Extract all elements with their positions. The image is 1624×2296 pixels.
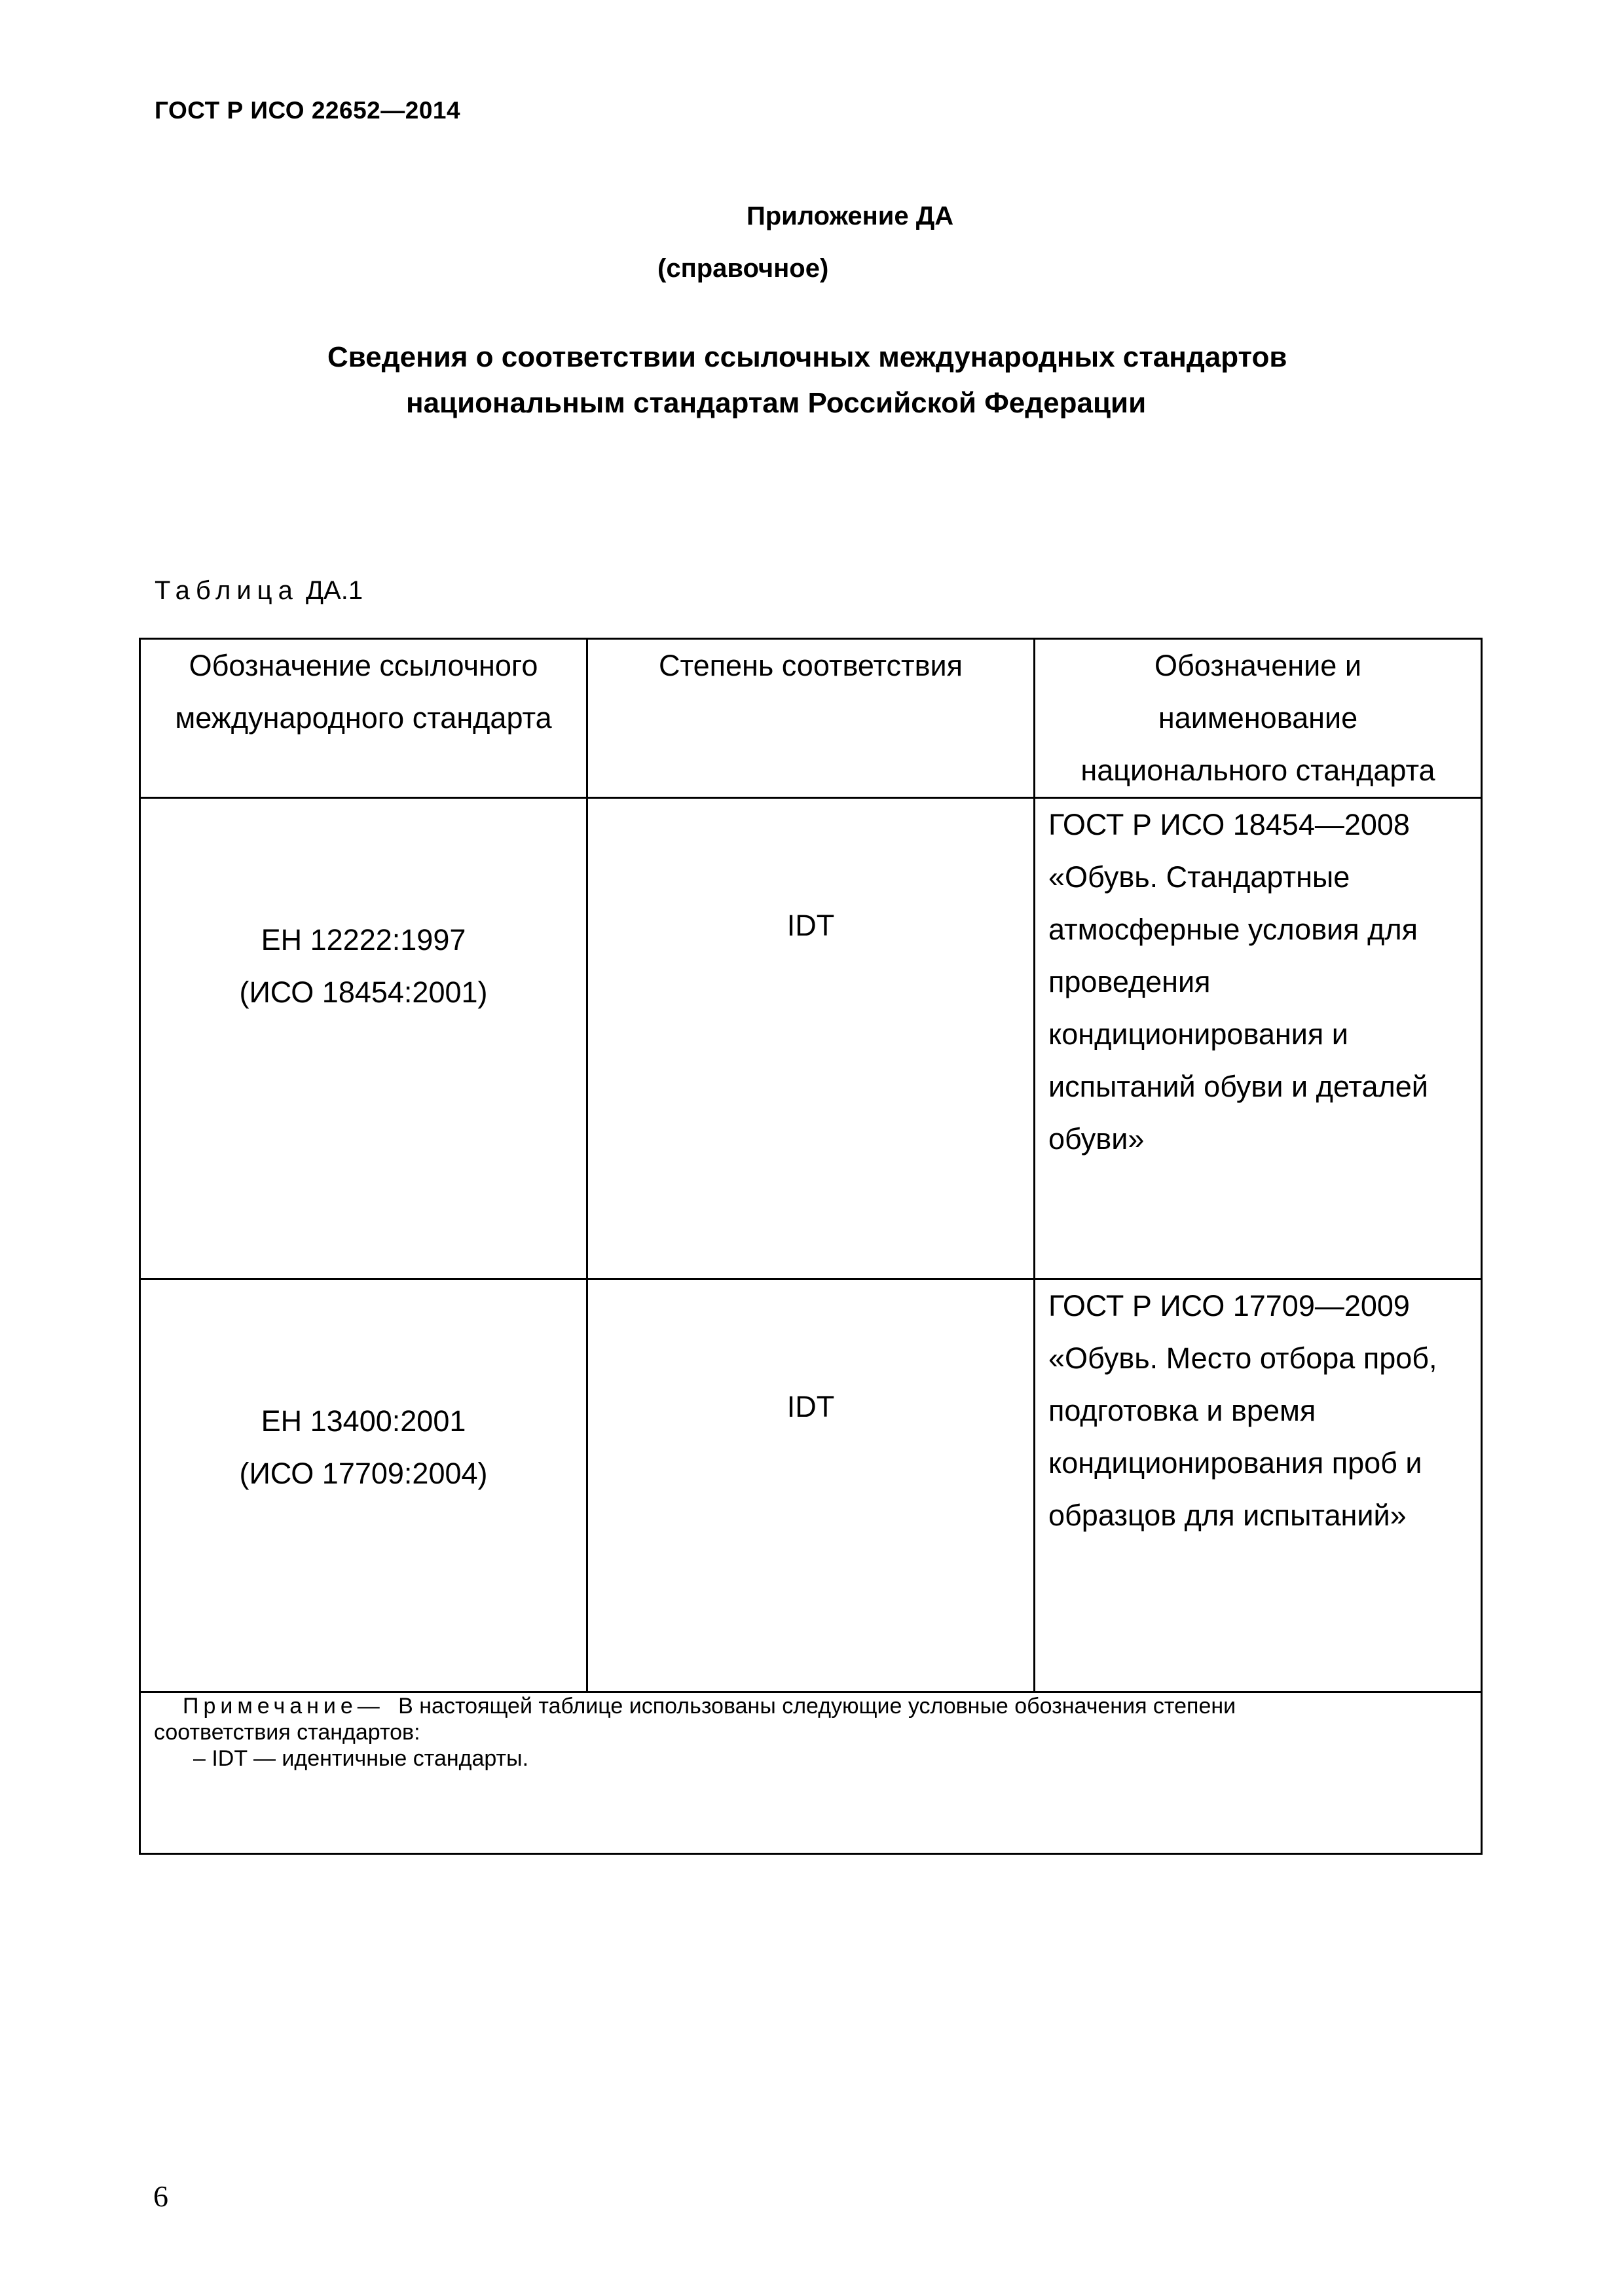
national-standard-cell (1035, 1279, 1482, 1692)
national-line: образцов для испытаний» (1048, 1499, 1407, 1532)
note-dash: — (357, 1694, 380, 1719)
national-line: кондиционирования проб и (1048, 1446, 1422, 1480)
national-line: «Обувь. Стандартные (1048, 860, 1350, 894)
page-number: 6 (153, 2179, 168, 2213)
correspondence-table (139, 638, 1483, 1855)
annex-title: Приложение ДА (747, 202, 954, 230)
note-item: – IDT — идентичные стандарты. (193, 1746, 529, 1771)
table-caption-word: Таблица (155, 576, 299, 605)
degree-value: IDT (786, 1390, 835, 1423)
national-line: обуви» (1048, 1122, 1145, 1156)
annex-status: (справочное) (657, 254, 829, 283)
national-line: атмосферные условия для (1048, 913, 1418, 946)
degree-cell (587, 798, 1035, 1279)
table-row (140, 798, 1482, 1279)
national-line: ГОСТ Р ИСО 17709—2009 (1048, 1289, 1410, 1322)
note-label: Примечание (183, 1694, 358, 1719)
header-intl-standard (140, 639, 587, 798)
header-intl-line1: Обозначение ссылочного (189, 649, 538, 682)
table-row (140, 1279, 1482, 1692)
document-code: ГОСТ Р ИСО 22652—2014 (155, 97, 461, 124)
header-national-standard (1035, 639, 1482, 798)
note-text-line2: соответствия стандартов: (154, 1720, 420, 1745)
degree-value: IDT (786, 909, 835, 942)
national-standard-cell (1035, 798, 1482, 1279)
annex-heading (327, 331, 1287, 384)
header-degree-label: Степень соответствия (658, 649, 963, 682)
table-header-row (140, 639, 1482, 798)
intl-standard-cell (140, 798, 587, 1279)
table-caption (155, 576, 363, 606)
national-line: «Обувь. Место отбора проб, (1048, 1341, 1437, 1375)
degree-cell (587, 1279, 1035, 1692)
intl-standard-code: ЕН 12222:1997 (261, 923, 466, 957)
intl-standard-iso: (ИСО 17709:2004) (239, 1457, 488, 1490)
note-text-line1: В настоящей таблице использованы следующие условные обозначения степени (398, 1694, 1236, 1719)
annex-heading-line1: Сведения о соответствии ссылочных международных стандартов (327, 341, 1287, 373)
national-line: ГОСТ Р ИСО 18454—2008 (1048, 808, 1410, 841)
header-intl-line2: международного стандарта (175, 701, 552, 735)
header-national-line2: наименование (1158, 701, 1358, 735)
intl-standard-code: ЕН 13400:2001 (261, 1404, 466, 1438)
table-caption-number: ДА.1 (305, 576, 363, 605)
table-note (140, 1692, 1482, 1854)
intl-standard-iso: (ИСО 18454:2001) (239, 975, 488, 1009)
annex-heading-second (406, 377, 1146, 429)
header-national-line1: Обозначение и (1154, 649, 1361, 682)
header-national-line3: национального стандарта (1080, 754, 1435, 787)
national-line: проведения (1048, 965, 1211, 998)
national-line: испытаний обуви и деталей (1048, 1070, 1428, 1103)
table-note-row (140, 1692, 1482, 1854)
national-line: кондиционирования и (1048, 1017, 1348, 1051)
national-line: подготовка и время (1048, 1394, 1316, 1427)
intl-standard-cell (140, 1279, 587, 1692)
header-degree (587, 639, 1035, 798)
annex-heading-line2: национальным стандартам Российской Федерации (406, 387, 1147, 419)
